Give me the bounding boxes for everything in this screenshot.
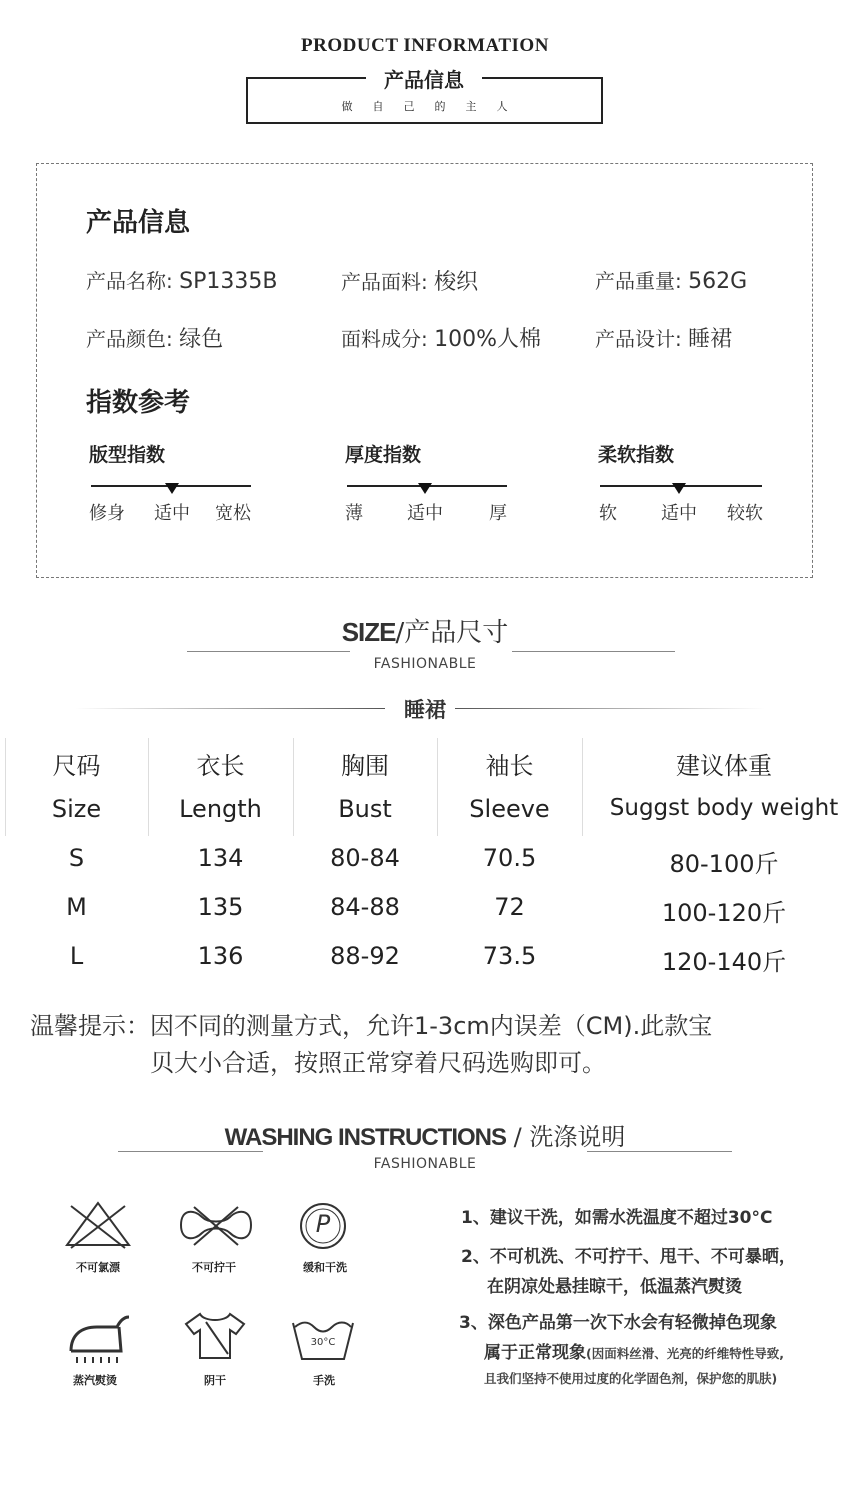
washing-rule-left [118, 1151, 263, 1152]
header-rule-right [482, 77, 603, 79]
size-rule-left [187, 651, 350, 652]
no-bleach-label: 不可氯漂 [76, 1261, 120, 1274]
index-fit-label: 版型指数 [89, 444, 166, 466]
field-label: 产品设计: [595, 327, 682, 351]
shade-dry-icon [180, 1310, 250, 1366]
field-value: 睡裙 [688, 327, 733, 352]
table-cell: 72 [494, 893, 525, 921]
hand-wash-temp: 30°C [310, 1337, 336, 1348]
table-header-cn: 尺码 [52, 752, 101, 780]
field-value: 100%人棉 [434, 327, 542, 352]
table-header-en: Size [51, 795, 102, 823]
index-fit-tick: 宽松 [215, 503, 251, 524]
table-cell: 80-84 [330, 844, 400, 872]
field-fabric [341, 265, 478, 296]
field-value: 绿色 [179, 327, 224, 352]
washing-title-en: WASHING INSTRUCTIONS [224, 1124, 506, 1151]
table-cell: 100-120斤 [661, 899, 787, 927]
table-cell: 73.5 [482, 942, 537, 970]
table-header-cn: 胸围 [341, 752, 389, 780]
field-color [86, 322, 223, 353]
index-softness-tick: 软 [599, 503, 617, 524]
table-title-rule-right [455, 708, 765, 709]
size-title-cn: /产品尺寸 [395, 618, 509, 648]
field-label: 产品名称: [86, 269, 173, 293]
index-softness-marker [672, 483, 686, 494]
washing-rule-right [587, 1151, 732, 1152]
field-composition [341, 322, 541, 353]
washing-note-3: 3、深色产品第一次下水会有轻微掉色现象 [459, 1313, 777, 1333]
mild-dry-clean-icon [295, 1200, 365, 1256]
table-header-en: Sleeve [469, 795, 550, 823]
index-fit-tick: 修身 [89, 503, 125, 524]
table-header-cn: 建议体重 [676, 752, 772, 780]
no-wring-label: 不可拧干 [192, 1261, 236, 1274]
washing-title [0, 1117, 850, 1152]
index-softness-tick: 适中 [661, 503, 697, 524]
header-en-title: PRODUCT INFORMATION [301, 35, 549, 56]
steam-iron-label: 蒸汽熨烫 [73, 1374, 117, 1387]
header-cn-title: 产品信息 [384, 68, 464, 92]
washing-note-2: 2、不可机洗、不可拧干、甩干、不可暴晒， [461, 1247, 796, 1267]
table-title: 睡裙 [404, 698, 446, 722]
table-cell: 135 [197, 893, 244, 921]
washing-note-3-end: 且我们坚持不使用过度的化学固色剂，保护您的肌肤) [484, 1371, 778, 1386]
table-cell: 80-100斤 [669, 850, 779, 878]
no-bleach-icon [63, 1200, 133, 1256]
field-label: 产品面料: [341, 270, 428, 294]
hand-wash-icon [290, 1313, 360, 1369]
table-header-en: Length [179, 795, 262, 823]
washing-title-cn: / 洗涤说明 [506, 1123, 626, 1151]
table-cell: 134 [197, 844, 244, 872]
dry-clean-symbol: P [315, 1210, 331, 1238]
table-cell: S [68, 844, 85, 872]
table-cell: M [66, 893, 87, 921]
shade-dry-label: 阴干 [204, 1374, 226, 1387]
table-header-en: Suggst body weight [609, 795, 839, 821]
index-thickness-tick: 薄 [345, 503, 363, 524]
index-fit-marker [165, 483, 179, 494]
field-label: 产品重量: [595, 269, 682, 293]
index-thickness-tick: 厚 [489, 503, 507, 524]
table-cell: 70.5 [482, 844, 537, 872]
hand-wash-label: 手洗 [313, 1374, 335, 1387]
table-header-cn: 衣长 [196, 752, 245, 780]
washing-tagline: FASHIONABLE [373, 1156, 477, 1172]
size-title-en: SIZE [341, 617, 396, 647]
table-cell: 120-140斤 [661, 948, 787, 976]
field-value: 562G [688, 269, 748, 294]
field-weight [595, 265, 747, 294]
index-fit-tick: 适中 [154, 503, 190, 524]
table-cell: L [69, 942, 84, 970]
info-title: 产品信息 [86, 208, 191, 238]
table-header-cn: 袖长 [485, 752, 534, 780]
index-softness-label: 柔软指数 [598, 444, 675, 466]
table-header-en: Bust [338, 795, 392, 823]
size-title [0, 612, 850, 649]
field-value: SP1335B [179, 269, 278, 294]
size-tip-line1: 温馨提示：因不同的测量方式，允许1-3cm内误差（CM).此款宝 [30, 1012, 713, 1040]
field-design [595, 322, 732, 353]
washing-note-3-bold: 属于正常现象 [484, 1343, 586, 1363]
index-thickness-tick: 适中 [407, 503, 443, 524]
table-cell: 136 [197, 942, 244, 970]
index-thickness-marker [418, 483, 432, 494]
field-value: 梭织 [434, 270, 479, 295]
index-title: 指数参考 [86, 388, 191, 418]
size-tagline: FASHIONABLE [373, 656, 477, 672]
field-label: 产品颜色: [86, 327, 173, 351]
size-tip-line2: 贝大小合适，按照正常穿着尺码选购即可。 [150, 1049, 606, 1077]
table-cell: 84-88 [330, 893, 400, 921]
header-subtitle: 做自己的主人 [341, 100, 528, 113]
size-rule-right [512, 651, 675, 652]
washing-note-2-cont: 在阴凉处悬挂晾干，低温蒸汽熨烫 [487, 1277, 742, 1297]
index-thickness-label: 厚度指数 [345, 444, 422, 466]
index-softness-tick: 较软 [727, 503, 763, 524]
mild-dry-clean-label: 缓和干洗 [303, 1261, 347, 1274]
washing-note-1: 1、建议干洗，如需水洗温度不超过30°C [461, 1208, 773, 1228]
steam-iron-icon [63, 1313, 133, 1369]
no-wring-icon [176, 1203, 256, 1259]
washing-note-3-small: (因面料丝滑、光亮的纤维特性导致, [586, 1346, 784, 1361]
table-title-rule-left [75, 708, 385, 709]
field-label: 面料成分: [341, 327, 428, 351]
washing-note-3-cont [484, 1338, 784, 1363]
header-rule-left [246, 77, 366, 79]
field-name [86, 265, 277, 294]
table-cell: 88-92 [330, 942, 400, 970]
